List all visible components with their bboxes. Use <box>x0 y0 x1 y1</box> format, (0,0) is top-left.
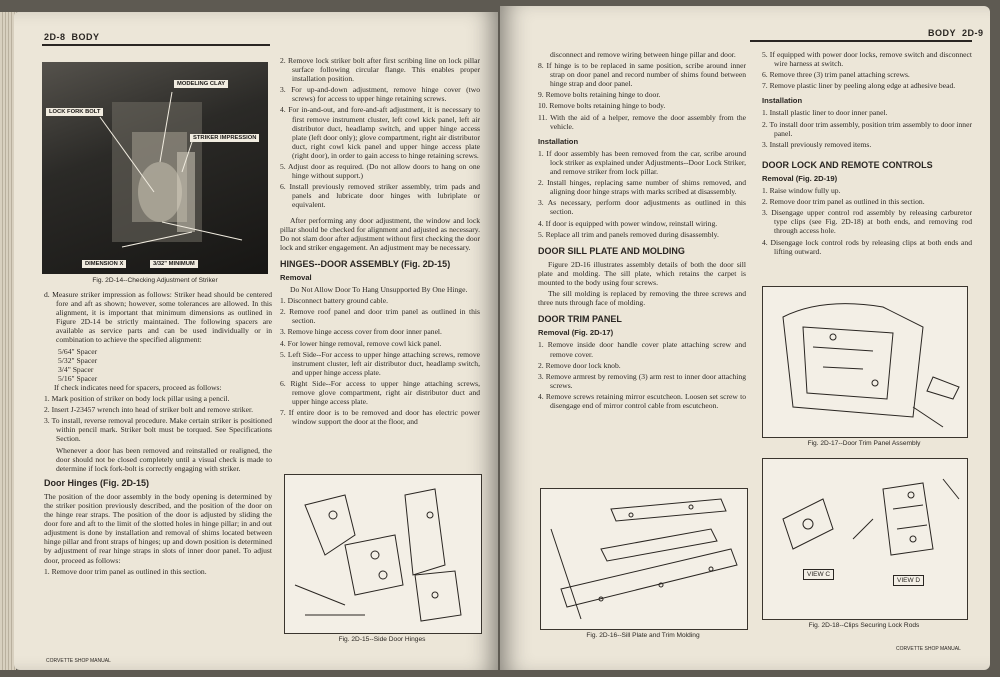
adjust-step: 5. Adjust door as required. (Do not allow doors to hang on one hinge without support.) <box>280 162 480 181</box>
right-page <box>500 6 990 670</box>
trim-removal-step: 6. Remove three (3) trim panel attaching screws. <box>762 70 910 80</box>
installation-step: 1. If door assembly has been removed from the car, scribe around lock striker as explained under Adjustments--Door Lock Striker, and remove striker from lock pillar. <box>538 148 746 177</box>
door-trim-panel-heading: DOOR TRIM PANEL <box>538 314 622 325</box>
striker-step-d: d. Measure striker impression as follows: Striker head should be centered fore and aft as shown; however, some tolerances are allowed. In this alignment, it is important that minimum dimensions as outlined in Figure 2D-14 be strictly maintained. The following spacers are available as service parts and can be used individually or in combination to achieve the specified alignment: <box>44 290 272 345</box>
removal-step: 11. With the aid of a helper, remove the door assembly from the vehicle. <box>538 112 746 131</box>
adjust-step: 2. Remove lock striker bolt after first scribing line on lock pillar surface following circular flange. This enables proper installation position. <box>280 56 480 84</box>
lock-removal-step: 1. Raise window fully up. <box>762 186 841 196</box>
spacer-item: 5/64" Spacer <box>58 346 98 356</box>
fig-14-caption: Fig. 2D-14--Checking Adjustment of Striker <box>92 277 218 284</box>
striker-photo-graphic <box>42 62 268 274</box>
hinges-removal-heading: Removal <box>280 272 312 282</box>
trim-removal-step: 5. If equipped with power door locks, remove switch and disconnect wire harness at switch. <box>762 50 972 69</box>
left-header-rule <box>42 44 270 46</box>
lock-removal-heading: Removal (Fig. 2D-19) <box>762 173 838 183</box>
left-column-2 <box>280 56 480 428</box>
installation-step: 2. Install hinges, replacing same number of shims removed, and aligning door hinge straps with marks scribed at disassembly. <box>538 178 746 197</box>
adjust-step: 3. For up-and-down adjustment, remove hinge cover (two screws) for access to upper hinge retaining screws. <box>280 85 480 104</box>
label-minimum: 3/32" MINIMUM <box>150 260 198 268</box>
fig-16-sill-drawing <box>540 488 748 630</box>
after-adjustment-note: After performing any door adjustment, the window and lock pillar should be checked for alignment and adjusted as necessary. Do not slam door after adjustment without first checking the door lock and striker engagement. An adjustment may be necessary. <box>280 215 480 252</box>
trim-installation-heading: Installation <box>762 96 803 106</box>
installation-step: 4. If door is equipped with power window, reinstall wiring. <box>538 218 718 228</box>
lock-removal-step: 4. Disengage lock control rods by releasing clips at both ends and lifting outward. <box>762 237 972 256</box>
hinge-installation-heading: Installation <box>538 136 579 146</box>
fig-18-clips-drawing <box>762 458 968 620</box>
installation-step: 5. Replace all trim and panels removed during disassembly. <box>538 229 719 239</box>
removal-step: 9. Remove bolts retaining hinge to door. <box>538 90 661 100</box>
trim-removal-step: 1. Remove inside door handle cover plate attaching screw and remove cover. <box>538 340 746 359</box>
spacer-step: 1. Mark position of striker on body lock pillar using a pencil. <box>44 394 230 404</box>
right-header-rule <box>750 40 972 42</box>
label-modeling-clay: MODELING CLAY <box>174 80 228 88</box>
left-running-head <box>44 32 100 42</box>
whenever-note: Whenever a door has been removed and reinstalled or realigned, the door should not be closed completely until a visual check is made to determine if lock fork-bolt is correctly engaging with striker. <box>56 445 272 473</box>
hinges-door-assembly-heading: HINGES--DOOR ASSEMBLY (Fig. 2D-15) <box>280 258 451 269</box>
sill-line-art <box>541 489 747 629</box>
label-lock-fork-bolt: LOCK FORK BOLT <box>46 108 103 116</box>
trim-removal-heading: Removal (Fig. 2D-17) <box>538 328 614 338</box>
left-column-1 <box>44 290 272 578</box>
sill-paragraph-2: The sill molding is replaced by removing the three screws and three nuts through face of molding. <box>538 289 746 308</box>
hinge-removal-step: 7. If entire door is to be removed and door has electric power window support the door at the floor, and <box>280 408 480 427</box>
fig-18-caption: Fig. 2D-18--Clips Securing Lock Rods <box>808 622 920 629</box>
spacer-list <box>44 347 272 383</box>
hinge-removal-step: 2. Remove roof panel and door trim panel as outlined in this section. <box>280 307 480 326</box>
view-d-label: VIEW D <box>893 575 924 586</box>
door-hinges-step-1: 1. Remove door trim panel as outlined in this section. <box>44 566 207 576</box>
left-footer: CORVETTE SHOP MANUAL <box>46 658 111 664</box>
spacer-step: 3. To install, reverse removal procedure. Make certain striker is positioned within pencil mark. Striker bolt must be torqued. See Specifications Section. <box>44 416 272 444</box>
clips-line-art <box>763 459 967 619</box>
removal-step: 8. If hinge is to be replaced in same position, scribe around inner strap on door panel and record number of shims found between hinge strap and door panel. <box>538 61 746 89</box>
adjust-step: 6. Install previously removed striker assembly, trim pads and panels and lubricate door hinges with lubriplate or equivalent. <box>280 182 480 210</box>
spacer-item: 5/16" Spacer <box>58 373 98 383</box>
right-column-2 <box>762 50 972 258</box>
right-running-head <box>928 28 984 38</box>
spacer-item: 3/4" Spacer <box>58 364 94 374</box>
trim-installation-step: 1. Install plastic liner to door inner panel. <box>762 108 888 118</box>
view-c-label: VIEW C <box>803 569 834 580</box>
right-column-1 <box>538 50 746 412</box>
left-page <box>14 12 498 670</box>
spacer-step: 2. Insert J-23457 wrench into head of striker bolt and remove striker. <box>44 405 253 415</box>
sill-plate-heading: DOOR SILL PLATE AND MOLDING <box>538 245 685 256</box>
door-hinges-text: The position of the door assembly in the body opening is determined by the striker position previously described, and the position of the door on the hinge rear straps. The position of the door is adjusted by sliding the door fore and aft to the limit of the slotted holes in hinge pillar; in and out adjustment is done by installation and removal of shims located between hinge pillar and front straps of hinges; up and down position is determined by adjustment of rear hinge straps in slots of inner door panel. To adjust door, proceed as follows: <box>44 491 272 565</box>
hinge-removal-step: 3. Remove hinge access cover from door inner panel. <box>280 327 442 337</box>
label-striker-impression: STRIKER IMPRESSION <box>190 134 259 142</box>
right-footer: CORVETTE SHOP MANUAL <box>896 646 961 652</box>
fig-17-trim-drawing <box>762 286 968 438</box>
trim-removal-step: 4. Remove screws retaining mirror escutcheon. Loosen set screw to disengage end of mirror control cable from escutcheon. <box>538 391 746 410</box>
hinge-removal-step: 6. Right Side--For access to upper hinge attaching screws, remove glove compartment, right air distributor duct and upper hinge access plate. <box>280 378 480 407</box>
trim-installation-step: 3. Install previously removed items. <box>762 139 872 149</box>
trim-panel-line-art <box>763 287 967 437</box>
lock-removal-step: 2. Remove door trim panel as outlined in this section. <box>762 197 925 207</box>
adjust-step: 4. For in-and-out, and fore-and-aft adjustment, it is necessary to first remove instrument cluster, left cowl kick panel, left air distributor duct, headlamp switch, and upper hinge access plate (left door only); glove compartment, right air distributor duct, right cowl kick panel and upper hinge access plate (right door), in order to gain access to hinge retaining screws. <box>280 105 480 160</box>
trim-removal-step: 2. Remove door lock knob. <box>538 360 621 370</box>
fig-16-caption: Fig. 2D-16--Sill Plate and Trim Molding <box>586 632 700 639</box>
sill-paragraph-1: Figure 2D-16 illustrates assembly details of both the door sill plate and molding. The sill plate, which retains the carpet is mounted to the body using four screws. <box>538 259 746 287</box>
fig-15-caption: Fig. 2D-15--Side Door Hinges <box>338 636 426 643</box>
trim-installation-step: 2. To install door trim assembly, position trim assembly to door inner panel. <box>762 119 972 138</box>
left-page-number: 2D-8 <box>44 32 66 42</box>
removal-step: 10. Remove bolts retaining hinge to body. <box>538 101 666 111</box>
door-hinges-heading: Door Hinges (Fig. 2D-15) <box>44 477 150 488</box>
right-section-title: BODY <box>928 28 957 38</box>
trim-removal-step: 3. Remove armrest by removing (3) arm rest to inner door attaching screws. <box>538 371 746 390</box>
lock-removal-step: 3. Disengage upper control rod assembly by releasing carburetor type clips (see Fig. 2D-18) at both ends, and removing rod through access hole. <box>762 208 972 236</box>
wiring-continuation: disconnect and remove wiring between hinge pillar and door. <box>550 50 736 59</box>
check-intro: If check indicates need for spacers, proceed as follows: <box>54 382 222 392</box>
door-lock-heading: DOOR LOCK AND REMOTE CONTROLS <box>762 159 933 170</box>
spacer-item: 5/32" Spacer <box>58 355 98 365</box>
hinge-line-art <box>285 475 481 633</box>
fig-15-hinges-drawing <box>284 474 482 634</box>
fig-17-caption: Fig. 2D-17--Door Trim Panel Assembly <box>807 440 921 447</box>
label-dimension-x: DIMENSION X <box>82 260 126 268</box>
hinge-removal-step: 5. Left Side--For access to upper hinge attaching screws, remove instrument cluster, left air distributor duct, headlamp switch, and upper hinge access plate. <box>280 349 480 377</box>
left-section-title: BODY <box>71 32 100 42</box>
right-page-number: 2D-9 <box>962 28 984 38</box>
installation-step: 3. As necessary, perform door adjustments as outlined in this section. <box>538 198 746 217</box>
hinge-warning: Do Not Allow Door To Hang Unsupported By One Hinge. <box>290 285 468 295</box>
trim-removal-step: 7. Remove plastic liner by peeling along edge at adhesive bead. <box>762 81 956 91</box>
hinge-removal-step: 1. Disconnect battery ground cable. <box>280 296 388 306</box>
hinge-removal-step: 4. For lower hinge removal, remove cowl kick panel. <box>280 338 442 348</box>
fig-14-photo <box>42 62 268 274</box>
